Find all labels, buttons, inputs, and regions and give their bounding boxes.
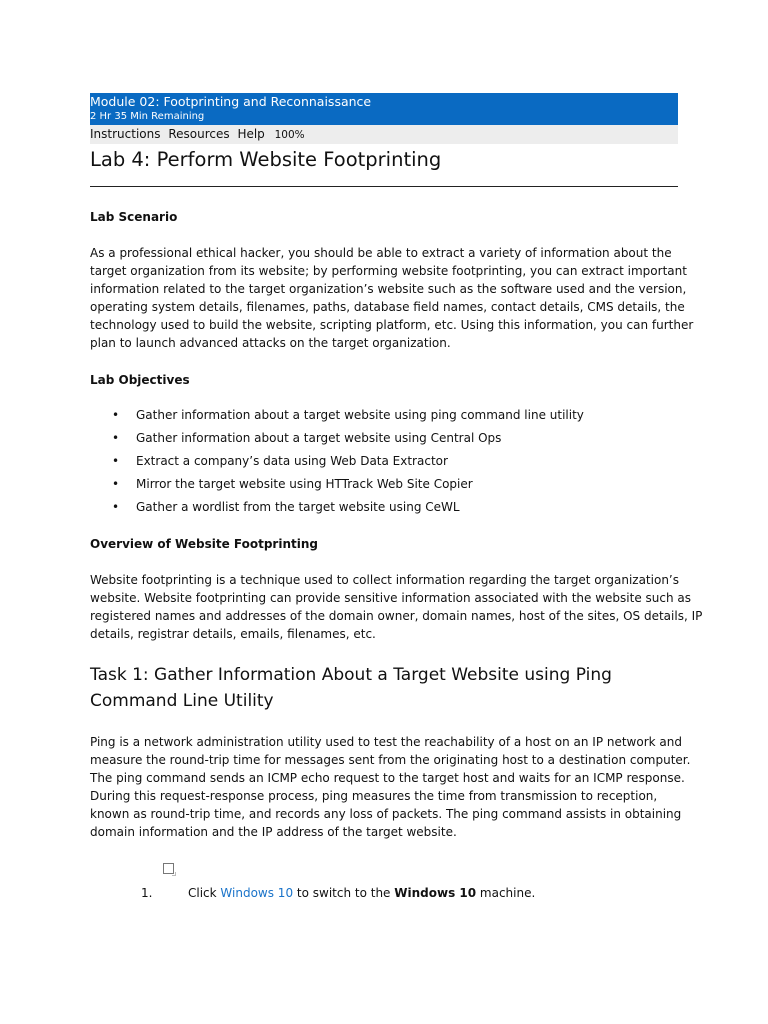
objective-text: Mirror the target website using HTTrack Web Site Copier	[136, 477, 473, 491]
objective-text: Gather a wordlist from the target website using CeWL	[136, 500, 460, 514]
task-1-paragraph	[90, 733, 691, 842]
text-line: domain information and the IP address of the target website.	[90, 825, 457, 840]
module-title: Module 02: Footprinting and Reconnaissance	[90, 94, 372, 109]
title-line: Command Line Utility	[90, 691, 274, 711]
text-line: measure the round-trip time for messages sent from the originating host to a destination computer.	[90, 753, 691, 768]
text-line: As a professional ethical hacker, you should be able to extract a variety of information about the	[90, 246, 672, 260]
objective-text: Extract a company’s data using Web Data Extractor	[136, 454, 448, 468]
task-1-title	[90, 662, 612, 714]
objective-text: Gather information about a target website using ping command line utility	[136, 408, 584, 422]
objective-text: Gather information about a target website using Central Ops	[136, 431, 502, 445]
text-line: During this request-response process, ping measures the time from transmission to reception,	[90, 789, 658, 804]
step-text-middle: to switch to the	[293, 886, 395, 900]
module-header-bar	[90, 93, 678, 125]
step-number: 1.	[141, 886, 153, 900]
windows-10-link[interactable]: Windows 10	[220, 886, 294, 900]
scenario-paragraph	[90, 244, 694, 353]
overview-paragraph	[90, 571, 703, 643]
lab-menu-bar	[90, 125, 678, 144]
text-line: Ping is a network administration utility used to test the reachability of a host on an IP network and	[90, 735, 682, 749]
step-1-text	[188, 884, 535, 902]
zoom-level[interactable]: 100%	[274, 129, 305, 141]
time-remaining: 2 Hr 35 Min Remaining	[90, 111, 205, 122]
bullet: •	[112, 454, 120, 468]
step-text-prefix: Click	[188, 886, 221, 900]
bullet: •	[112, 408, 120, 422]
text-line: known as round-trip time, and records any loss of packets. The ping command assists in obtaining	[90, 807, 682, 822]
bullet: •	[112, 431, 120, 445]
bullet: •	[112, 500, 120, 514]
text-line: technology used to build the website, scripting platform, etc. Using this information, you can further	[90, 318, 694, 333]
text-line: operating system details, filenames, paths, database field names, contact details, CMS details, the	[90, 300, 685, 315]
text-line: plan to launch advanced attacks on the target organization.	[90, 336, 451, 351]
title-divider	[90, 186, 678, 187]
menu-instructions[interactable]: Instructions	[90, 127, 161, 141]
step-text-suffix: machine.	[476, 886, 536, 900]
bullet: •	[112, 477, 120, 491]
scenario-heading: Lab Scenario	[90, 210, 178, 224]
lab-title: Lab 4: Perform Website Footprinting	[90, 148, 442, 171]
objectives-heading: Lab Objectives	[90, 373, 190, 387]
text-line: details, registrar details, emails, filenames, etc.	[90, 627, 376, 642]
text-line: information related to the target organization’s website such as the software used and the version,	[90, 282, 687, 297]
menu-help[interactable]: Help	[237, 127, 265, 141]
text-line: website. Website footprinting can provide sensitive information associated with the website such as	[90, 591, 692, 606]
machine-name: Windows 10	[394, 886, 477, 900]
text-line: The ping command sends an ICMP echo request to the target host and waits for an ICMP response.	[90, 771, 685, 786]
text-line: target organization from its website; by performing website footprinting, you can extract important	[90, 264, 687, 279]
title-line: Task 1: Gather Information About a Target Website using Ping	[90, 665, 612, 685]
overview-heading: Overview of Website Footprinting	[90, 537, 318, 551]
menu-resources[interactable]: Resources	[168, 127, 230, 141]
text-line: Website footprinting is a technique used to collect information regarding the target organization’s	[90, 573, 679, 587]
step-checkbox[interactable]	[163, 863, 174, 874]
text-line: registered names and addresses of the domain owner, domain names, host of the sites, OS details, IP	[90, 609, 703, 624]
